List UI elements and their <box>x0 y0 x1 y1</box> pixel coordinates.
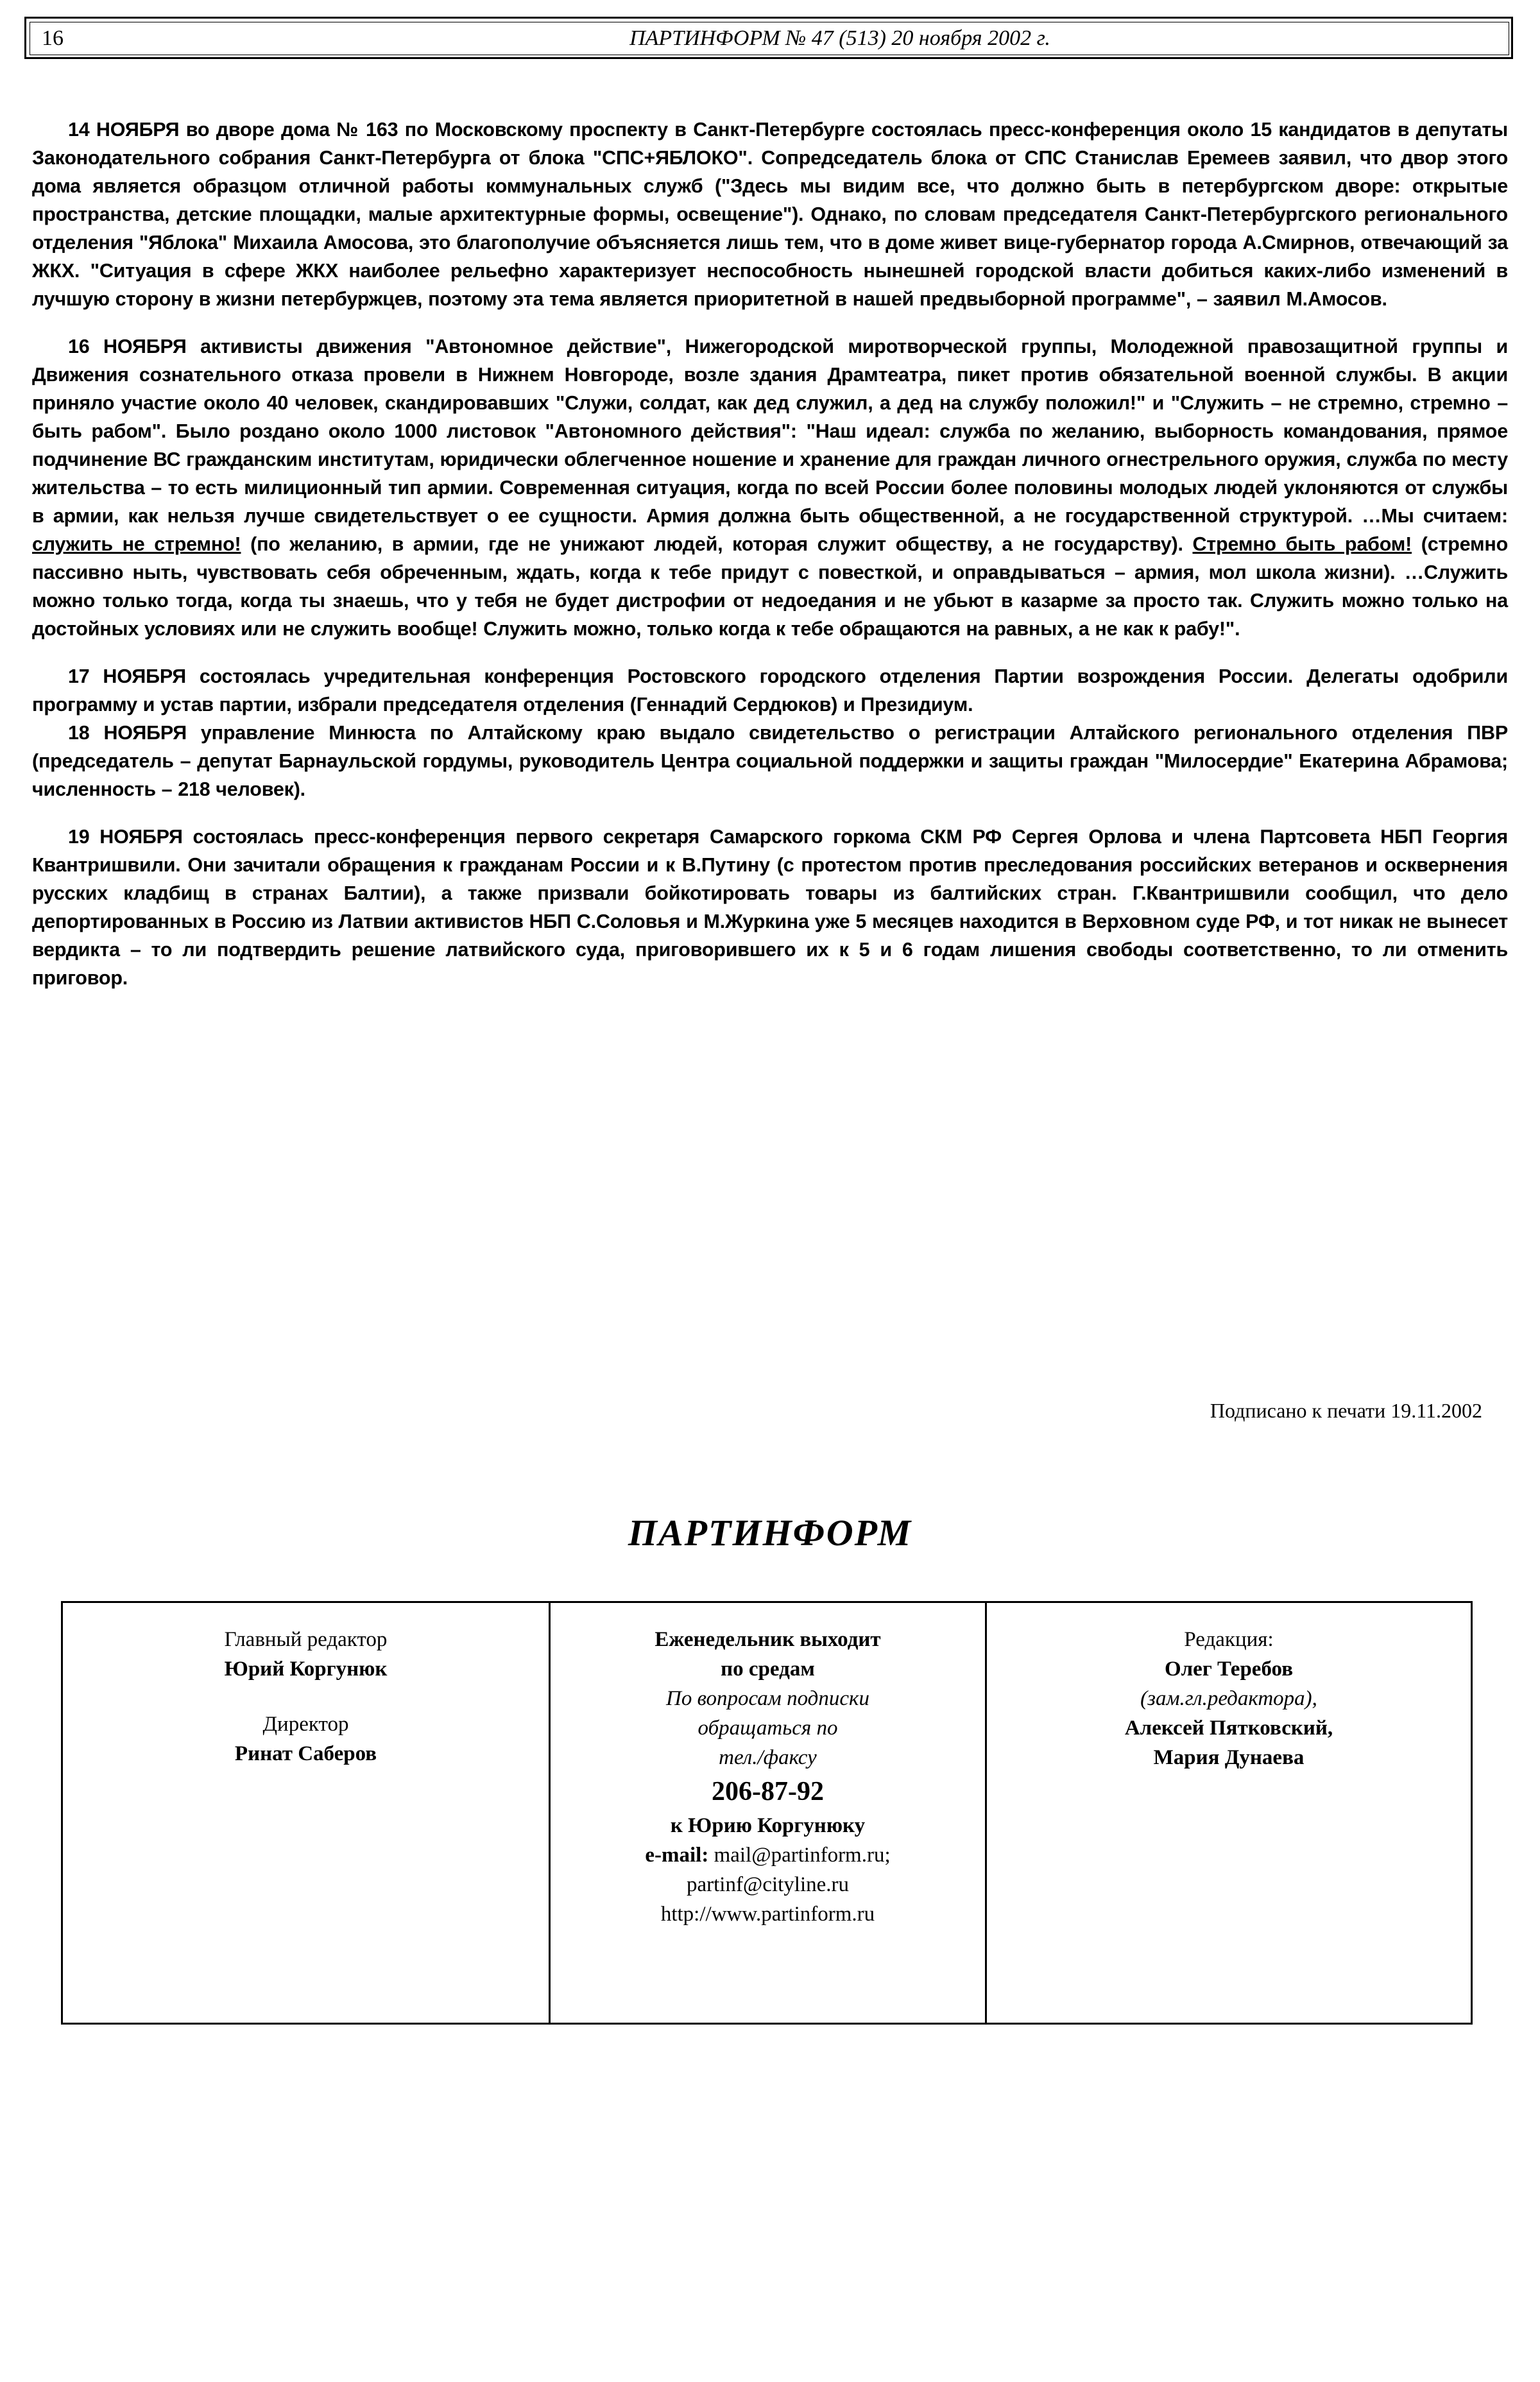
text-run: 17 НОЯБРЯ состоялась учредительная конференция Ростовского городского отделения Партии возрождения России. Делегаты одобрили программу и устав партии, избрали председателя отделения (Геннадий Сердюков) и Президиум. <box>32 665 1508 715</box>
page-header <box>30 22 1509 55</box>
colophon-spacer <box>63 1684 549 1709</box>
page-number: 16 <box>42 26 64 50</box>
email-row <box>551 1840 985 1870</box>
editor-role: Главный редактор <box>224 1628 388 1651</box>
paragraph-17-november <box>32 662 1508 719</box>
masthead-title: ПАРТИНФОРМ <box>628 1512 912 1554</box>
paragraph-19-november <box>32 823 1508 992</box>
subscription-line-1: По вопросам подписки <box>666 1687 869 1710</box>
text-run: (по желанию, в армии, где не унижают людей, которая служит обществу, а не государству). <box>241 533 1193 555</box>
editor-name: Юрий Коргунюк <box>224 1658 388 1681</box>
colophon-column-editors <box>63 1603 551 2023</box>
redaction-name-1: Олег Теребов <box>1164 1658 1294 1681</box>
colophon-table <box>61 1601 1473 2025</box>
header-title: ПАРТИНФОРМ № 47 (513) 20 ноября 2002 г. <box>629 26 1050 50</box>
redaction-name-3: Мария Дунаева <box>1153 1746 1305 1769</box>
redaction-name-2: Алексей Пятковский, <box>1124 1717 1333 1740</box>
paragraph-14-november <box>32 116 1508 313</box>
emphasized-run: Стремно быть рабом! <box>1192 533 1412 555</box>
director-role: Директор <box>262 1713 349 1736</box>
subscription-line-3: тел./факсу <box>719 1746 817 1769</box>
article-body <box>32 116 1508 1011</box>
email-label: e-mail: <box>645 1844 709 1867</box>
page-header-frame <box>24 17 1513 59</box>
text-run: 14 НОЯБРЯ во дворе дома № 163 по Московскому проспекту в Санкт-Петербурге состоялась пресс-конференция около 15 кандидатов в депутаты Законодательного собрания Санкт-Петербурга от блока "СПС+ЯБЛОКО". Сопредседатель блока от СПС Станислав Еремеев заявил, что двор этого дома является образцом отличной работы коммунальных служб ("Здесь мы видим все, что должно быть в петербургском дворе: открытые пространства, детские площадки, малые архитектурные формы, освещение"). Однако, по словам председателя Санкт-Петербургского регионального отделения "Яблока" Михаила Амосова, это благополучие объясняется лишь тем, что в доме живет вице-губернатор города А.Смирнов, отвечающий за ЖКХ. "Ситуация в сфере ЖКХ наиболее рельефно характеризует неспособность нынешней городской власти добиться каких-либо изменений в лучшую сторону в жизни петербуржцев, поэтому эта тема является приоритетной в нашей предвыборной программе", – заявил М.Амосов. <box>32 119 1508 310</box>
emphasized-run: служить не стремно! <box>32 533 241 555</box>
schedule-line-2: по средам <box>721 1658 815 1681</box>
text-run: 16 НОЯБРЯ активисты движения "Автономное действие", Нижегородской миротворческой группы, Молодежной правозащитной группы и Движения сознательного отказа провели в Нижнем Новгороде, возле здания Драмтеатра, пикет против обязательной военной службы. В акции приняло участие около 40 человек, скандировавших "Служи, солдат, как дед служил, а дед на службу положил!" и "Служить – не стремно, стремно – быть рабом". Было роздано около 1000 листовок "Автономного действия": "Наш идеал: служба по желанию, выборность командования, прямое подчинение ВС гражданским институтам, юридически облегченное ношение и хранение для граждан личного огнестрельного оружия, служба по месту жительства – то есть милиционный тип армии. Современная ситуация, когда по всей России более половины молодых людей уклоняются от службы в армии, как нельзя лучше свидетельствует о ее сущности. Армия должна быть общественной, а не государственной структурой. …Мы считаем: <box>32 336 1508 527</box>
email-address-1[interactable]: mail@partinform.ru; <box>714 1844 891 1867</box>
subscription-line-2: обращаться по <box>697 1717 838 1740</box>
paragraph-18-november <box>32 719 1508 803</box>
phone-number: 206-87-92 <box>712 1777 824 1806</box>
redaction-title: Редакция: <box>1184 1628 1274 1651</box>
contact-person: к Юрию Коргунюку <box>670 1814 866 1837</box>
paragraph-16-november <box>32 332 1508 643</box>
text-run: (стремно пассивно ныть, чувствовать себя обреченным, ждать, когда к тебе придут с повесткой, и оправдываться – армия, мол школа жизни). …Служить можно только тогда, когда ты знаешь, что у тебя не будет дистрофии от недоедания и не убьют в казарме за просто так. Служить можно только на достойных условиях или не служить вообще! Служить можно, только когда к тебе обращаются на равных, а не как к рабу!". <box>32 533 1508 640</box>
redaction-role-1: (зам.гл.редактора), <box>1140 1687 1317 1710</box>
text-run: 19 НОЯБРЯ состоялась пресс-конференция первого секретаря Самарского горкома СКМ РФ Сергея Орлова и члена Партсовета НБП Георгия Квантришвили. Они зачитали обращения к гражданам России и к В.Путину (с протестом против преследования российских ветеранов и осквернения русских кладбищ в странах Балтии), а также призвали бойкотировать товары из балтийских стран. Г.Квантришвили сообщил, что дело депортированных в Россию из Латвии активистов НБП С.Соловья и М.Журкина уже 5 месяцев находится в Верховном суде РФ, и тот никак не вынесет вердикта – то ли подтвердить решение латвийского суда, приговорившего их к 5 и 6 годам лишения свободы соответственно, то ли отменить приговор. <box>32 826 1508 989</box>
website-url[interactable]: http://www.partinform.ru <box>660 1903 875 1926</box>
email-address-2[interactable]: partinf@cityline.ru <box>686 1873 850 1896</box>
director-name: Ринат Саберов <box>234 1742 377 1765</box>
colophon-column-redaction <box>987 1603 1471 2023</box>
text-run: 18 НОЯБРЯ управление Минюста по Алтайскому краю выдало свидетельство о регистрации Алтайского регионального отделения ПВР (председатель – депутат Барнаульской гордумы, руководитель Центра социальной поддержки и защиты граждан "Милосердие" Екатерина Абрамова; численность – 218 человек). <box>32 722 1508 800</box>
schedule-line-1: Еженедельник выходит <box>654 1628 881 1651</box>
signed-to-press-note: Подписано к печати 19.11.2002 <box>1210 1399 1482 1422</box>
colophon-column-subscription <box>551 1603 987 2023</box>
